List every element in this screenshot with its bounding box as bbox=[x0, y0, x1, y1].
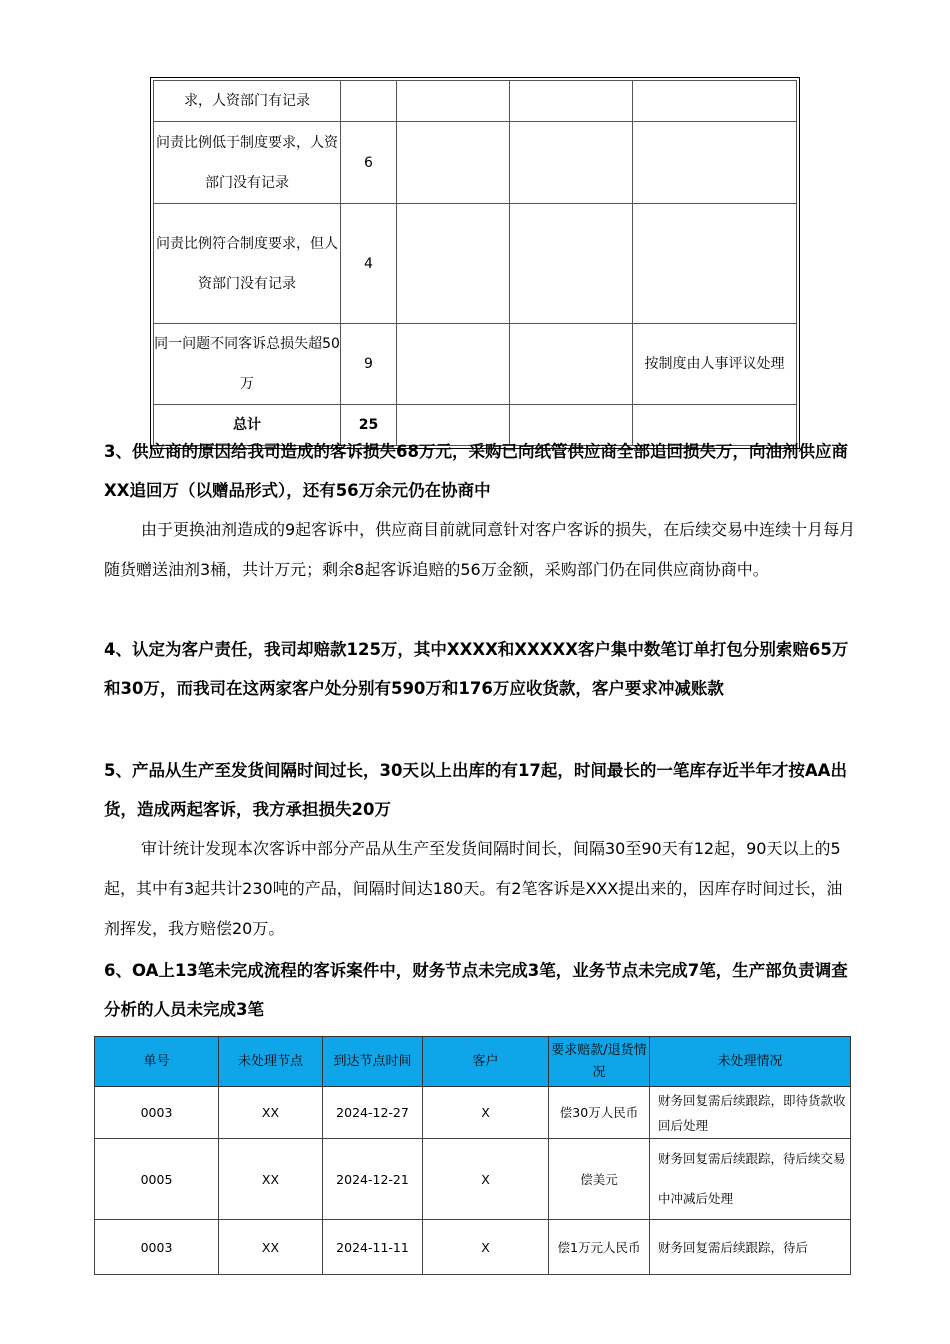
empty-cell bbox=[397, 122, 510, 204]
table-row bbox=[154, 81, 797, 122]
cell-claim: 偿30万人民币 bbox=[549, 1087, 650, 1139]
table-row bbox=[154, 204, 797, 324]
section3-paragraph: 由于更换油剂造成的9起客诉中，供应商目前就同意针对客户客诉的损失，在后续交易中连续十月每月随货赠送油剂3桶，共计万元；剩余8起客诉追赔的56万金额，采购部门仍在同供应商协商中。 bbox=[104, 520, 856, 579]
cell-status: 财务回复需后续跟踪，待后续交易中冲减后处理 bbox=[650, 1139, 851, 1220]
row-note bbox=[633, 204, 797, 324]
row-note: 按制度由人事评议处理 bbox=[633, 324, 797, 405]
empty-cell bbox=[510, 122, 633, 204]
row-score: 4 bbox=[341, 204, 397, 324]
section4-heading: 4、认定为客户责任，我司却赔款125万，其中XXXX和XXXXX客户集中数笔订单打包分别索赔65万和30万，而我司在这两家客户处分别有590万和176万应收货款，客户要求冲减账款 bbox=[104, 640, 849, 698]
empty-cell bbox=[510, 324, 633, 405]
row-label: 同一问题不同客诉总损失超50万 bbox=[154, 324, 341, 405]
table-row bbox=[95, 1087, 851, 1139]
cell-customer: X bbox=[423, 1220, 549, 1275]
pending-cases-table bbox=[94, 1036, 851, 1275]
cell-customer: X bbox=[423, 1087, 549, 1139]
cell-id: 0005 bbox=[95, 1139, 219, 1220]
row-label: 求，人资部门有记录 bbox=[154, 81, 341, 122]
row-label: 问责比例低于制度要求，人资部门没有记录 bbox=[154, 122, 341, 204]
section5-heading: 5、产品从生产至发货间隔时间过长，30天以上出库的有17起，时间最长的一笔库存近半年才按AA出货，造成两起客诉，我方承担损失20万 bbox=[104, 761, 847, 819]
scoring-table bbox=[153, 80, 797, 446]
empty-cell bbox=[510, 81, 633, 122]
section3-heading: 3、供应商的原因给我司造成的客诉损失68万元，采购已向纸管供应商全部追回损失万，向油剂供应商XX追回万（以赠品形式），还有56万余元仍在协商中 bbox=[104, 442, 848, 500]
cell-date: 2024-12-21 bbox=[323, 1139, 423, 1220]
empty-cell bbox=[397, 81, 510, 122]
row-score: 9 bbox=[341, 324, 397, 405]
cell-id: 0003 bbox=[95, 1220, 219, 1275]
cell-date: 2024-12-27 bbox=[323, 1087, 423, 1139]
cell-customer: X bbox=[423, 1139, 549, 1220]
col-header: 要求赔款/退货情况 bbox=[549, 1037, 650, 1087]
col-header: 单号 bbox=[95, 1037, 219, 1087]
row-note bbox=[633, 122, 797, 204]
col-header: 到达节点时间 bbox=[323, 1037, 423, 1087]
empty-cell bbox=[397, 324, 510, 405]
row-score: 6 bbox=[341, 122, 397, 204]
row-score bbox=[341, 81, 397, 122]
empty-cell bbox=[397, 204, 510, 324]
cell-claim: 偿1万元人民币 bbox=[549, 1220, 650, 1275]
col-header: 客户 bbox=[423, 1037, 549, 1087]
cell-date: 2024-11-11 bbox=[323, 1220, 423, 1275]
table-header-row bbox=[95, 1037, 851, 1087]
cell-node: XX bbox=[219, 1220, 323, 1275]
cell-status: 财务回复需后续跟踪，待后 bbox=[650, 1220, 851, 1275]
cell-status: 财务回复需后续跟踪，即待货款收回后处理 bbox=[650, 1087, 851, 1139]
table-row bbox=[154, 122, 797, 204]
col-header: 未处理情况 bbox=[650, 1037, 851, 1087]
cell-node: XX bbox=[219, 1139, 323, 1220]
total-score: 25 bbox=[341, 405, 397, 446]
col-header: 未处理节点 bbox=[219, 1037, 323, 1087]
table-row bbox=[95, 1139, 851, 1220]
table-row bbox=[154, 324, 797, 405]
cell-id: 0003 bbox=[95, 1087, 219, 1139]
total-label: 总计 bbox=[154, 405, 341, 446]
empty-cell bbox=[510, 204, 633, 324]
row-note bbox=[633, 81, 797, 122]
table-row bbox=[95, 1220, 851, 1275]
section6-heading: 6、OA上13笔未完成流程的客诉案件中，财务节点未完成3笔，业务节点未完成7笔，生产部负责调查分析的人员未完成3笔 bbox=[104, 961, 848, 1019]
cell-node: XX bbox=[219, 1087, 323, 1139]
section5-paragraph: 审计统计发现本次客诉中部分产品从生产至发货间隔时间长，间隔30至90天有12起，90天以上的5起，其中有3起共计230吨的产品，间隔时间达180天。有2笔客诉是XXX提出来的，因库存时间过长，油剂挥发，我方赔偿20万。 bbox=[104, 839, 843, 938]
row-label: 问责比例符合制度要求，但人资部门没有记录 bbox=[154, 204, 341, 324]
cell-claim: 偿美元 bbox=[549, 1139, 650, 1220]
